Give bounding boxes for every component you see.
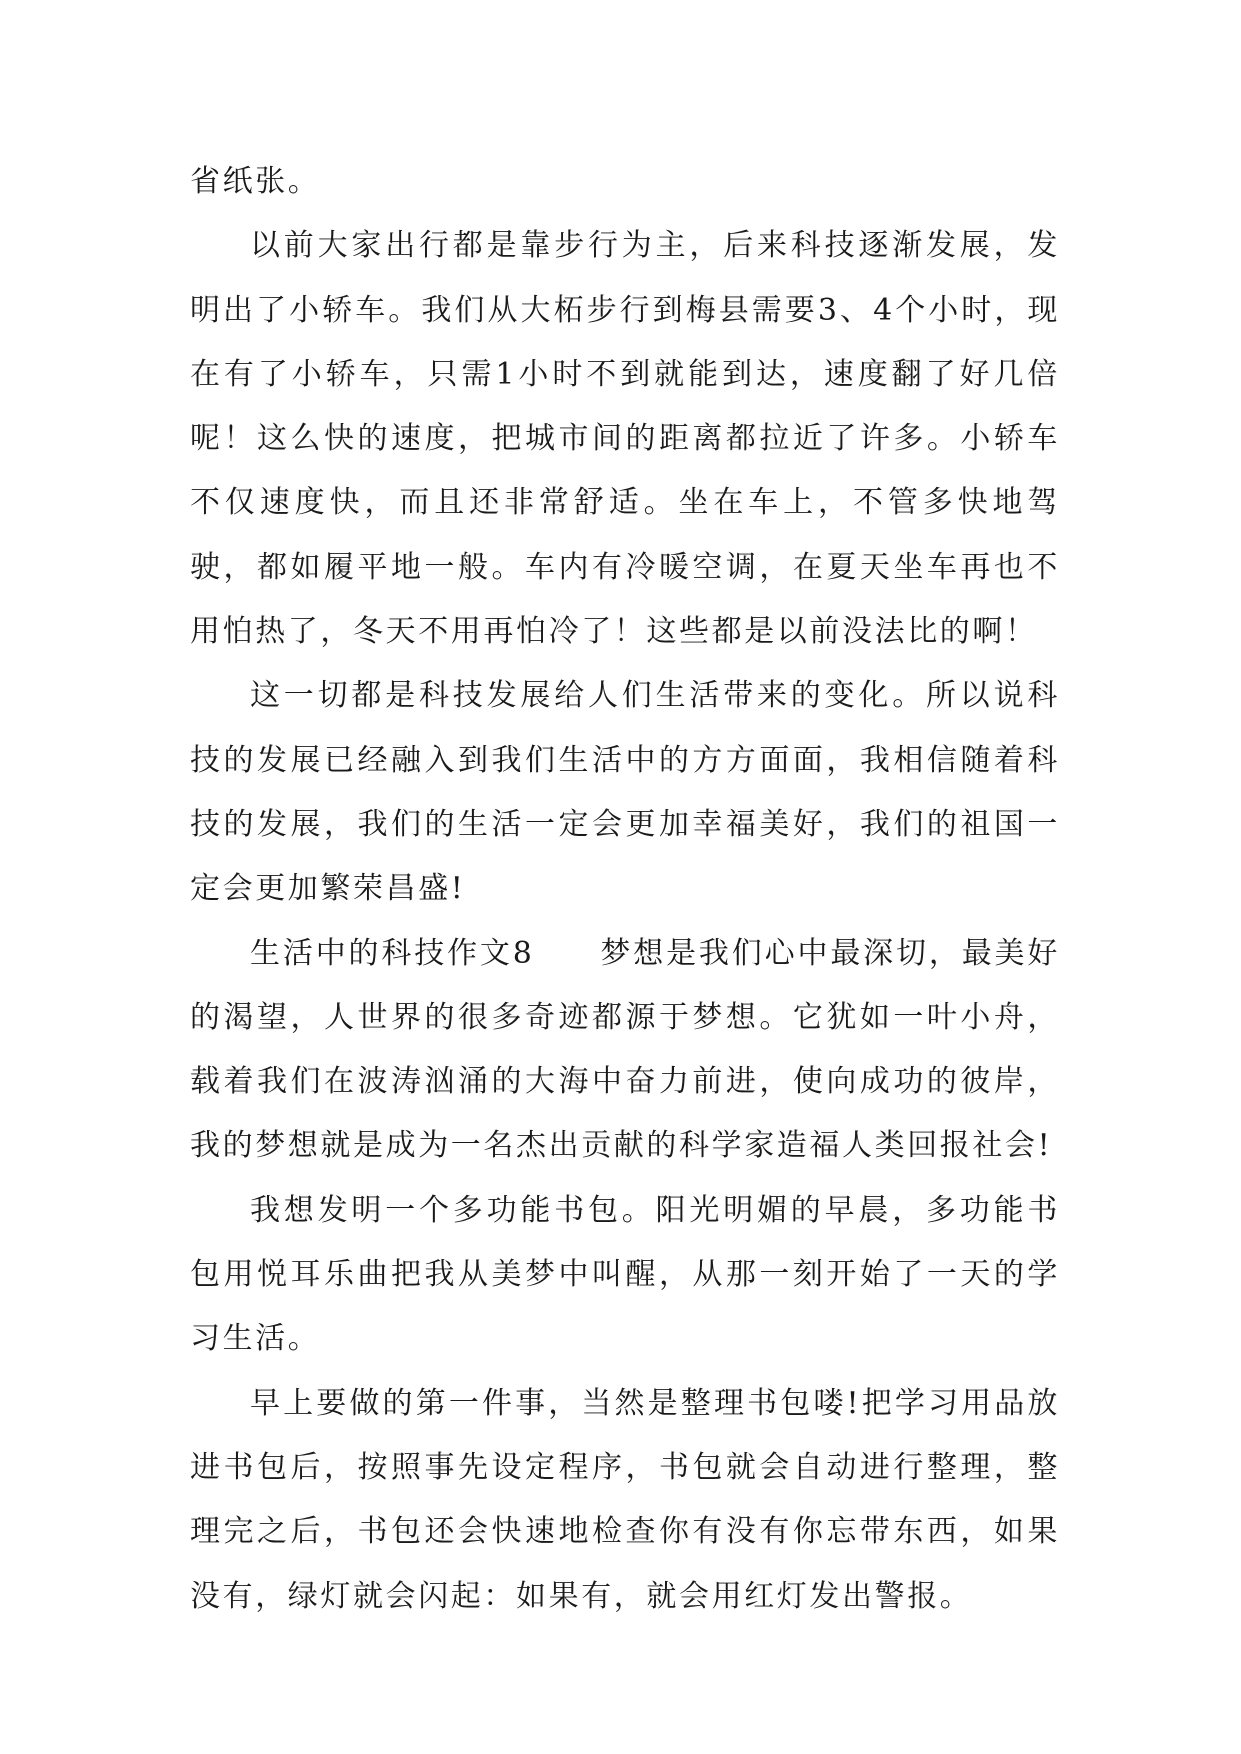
paragraph-essay-8-intro: 生活中的科技作文8 梦想是我们心中最深切，最美好的渴望，人世界的很多奇迹都源于梦想。它犹如一叶小舟，载着我们在波涛汹涌的大海中奋力前进，使向成功的彼岸，我的梦想就是成为一名杰出贡献的科学家造福人类回报社会!	[190, 935, 1060, 1164]
paragraph-schoolbag: 我想发明一个多功能书包。阳光明媚的早晨，多功能书包用悦耳乐曲把我从美梦中叫醒，从那一刻开始了一天的学习生活。	[190, 1192, 1060, 1357]
paragraph-car: 以前大家出行都是靠步行为主，后来科技逐渐发展，发明出了小轿车。我们从大柘步行到梅县需要3、4个小时，现在有了小轿车，只需1小时不到就能到达，速度翻了好几倍呢！这么快的速度，把城市间的距离都拉近了许多。小轿车不仅速度快，而且还非常舒适。坐在车上，不管多快地驾驶，都如履平地一般。车内有冷暖空调，在夏天坐车再也不用怕热了，冬天不用再怕冷了！这些都是以前没法比的啊！	[190, 228, 1060, 650]
paragraph-continuation: 省纸张。	[190, 164, 321, 199]
paragraph-conclusion: 这一切都是科技发展给人们生活带来的变化。所以说科技的发展已经融入到我们生活中的方方面面，我相信随着科技的发展，我们的生活一定会更加幸福美好，我们的祖国一定会更加繁荣昌盛!	[190, 678, 1060, 907]
document-body	[190, 150, 1060, 1629]
paragraph-morning: 早上要做的第一件事，当然是整理书包喽!把学习用品放进书包后，按照事先设定程序，书包就会自动进行整理，整理完之后，书包还会快速地检查你有没有你忘带东西，如果没有，绿灯就会闪起：如果有，就会用红灯发出警报。	[190, 1385, 1060, 1614]
